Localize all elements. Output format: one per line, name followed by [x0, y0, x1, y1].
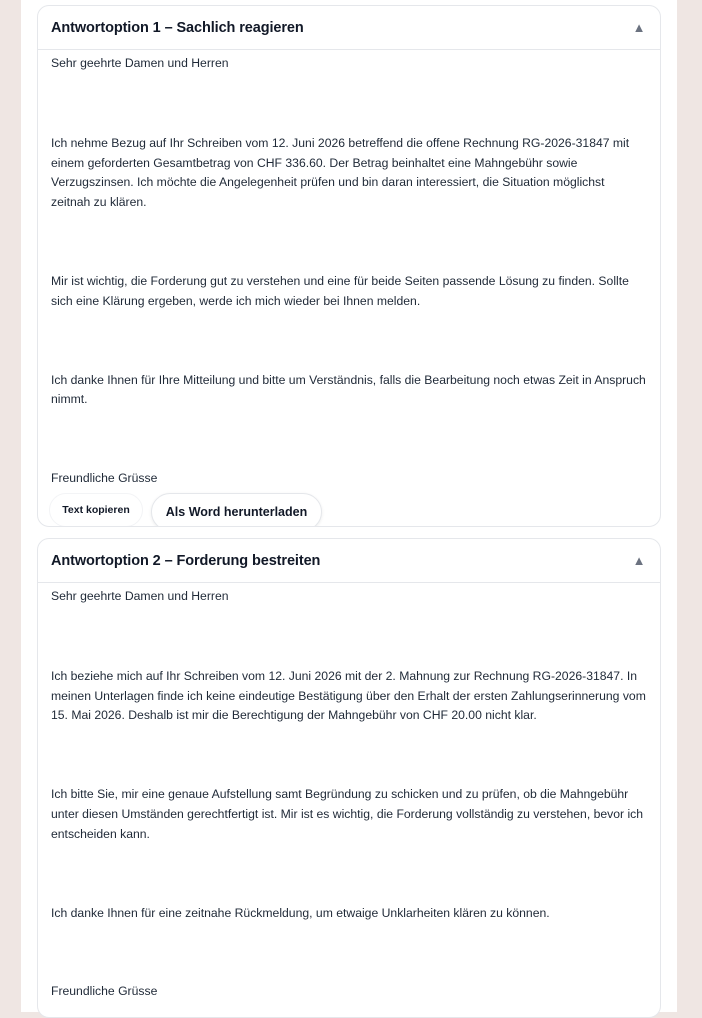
letter-paragraph: Ich danke Ihnen für Ihre Mitteilung und bitte um Verständnis, falls die Bearbeitung noch etwas Zeit in Anspruch nimmt. [51, 372, 646, 407]
card-title: Antwortoption 1 – Sachlich reagieren [51, 19, 304, 36]
card-header[interactable] [38, 6, 660, 50]
letter-closing: Freundliche Grüsse [51, 984, 158, 999]
letter-paragraph: Mir ist wichtig, die Forderung gut zu verstehen und eine für beide Seiten passende Lösung zu finden. Sollte sich eine Klärung ergeben, werde ich mich wieder bei Ihnen melden. [51, 273, 629, 308]
letter-paragraph: Ich nehme Bezug auf Ihr Schreiben vom 12. Juni 2026 betreffend die offene Rechnung RG-2026-31847 mit einem geforderten Gesamtbetrag von CHF 336.60. Der Betrag beinhaltet eine Mahngebühr sowie Verzugszinsen. Ich möchte die Angelegenheit prüfen und bin daran interessiert, die Situation möglichst zeitnah zu klären. [51, 135, 630, 210]
letter-paragraph: Ich bitte Sie, mir eine genaue Aufstellung samt Begründung zu schicken und zu prüfen, ob die Mahngebühr unter diesen Umständen gerechtfertigt ist. Mir ist es wichtig, die Forderung vollständig zu verstehen, bevor ich entscheiden kann. [51, 787, 644, 841]
letter-paragraph: Ich danke Ihnen für eine zeitnahe Rückmeldung, um etwaige Unklarheiten klären zu können. [51, 905, 550, 920]
letter-paragraph: Ich beziehe mich auf Ihr Schreiben vom 12. Juni 2026 mit der 2. Mahnung zur Rechnung RG-2026-31847. In meinen Unterlagen finde ich keine eindeutige Bestätigung über den Erhalt der ersten Zahlungserinnerung vom 15. Mai 2026. Deshalb ist mir die Berechtigung der Mahngebühr von CHF 20.00 nicht klar. [51, 668, 646, 723]
collapse-triangle-icon[interactable]: ▲ [632, 553, 646, 568]
collapse-triangle-icon[interactable]: ▲ [632, 20, 646, 35]
answer-option-card-1 [37, 5, 661, 527]
letter-text [38, 50, 660, 489]
answer-option-card-2 [37, 538, 661, 1018]
letter-greeting: Sehr geehrte Damen und Herren [51, 589, 229, 603]
letter-text [38, 583, 660, 1002]
card-actions [38, 493, 660, 527]
letter-closing: Freundliche Grüsse [51, 471, 158, 486]
download-word-button[interactable]: Als Word herunterladen [151, 493, 322, 527]
letter-greeting: Sehr geehrte Damen und Herren [51, 56, 229, 70]
card-header[interactable] [38, 539, 660, 583]
copy-text-button[interactable]: Text kopieren [49, 493, 143, 527]
card-title: Antwortoption 2 – Forderung bestreiten [51, 552, 321, 569]
